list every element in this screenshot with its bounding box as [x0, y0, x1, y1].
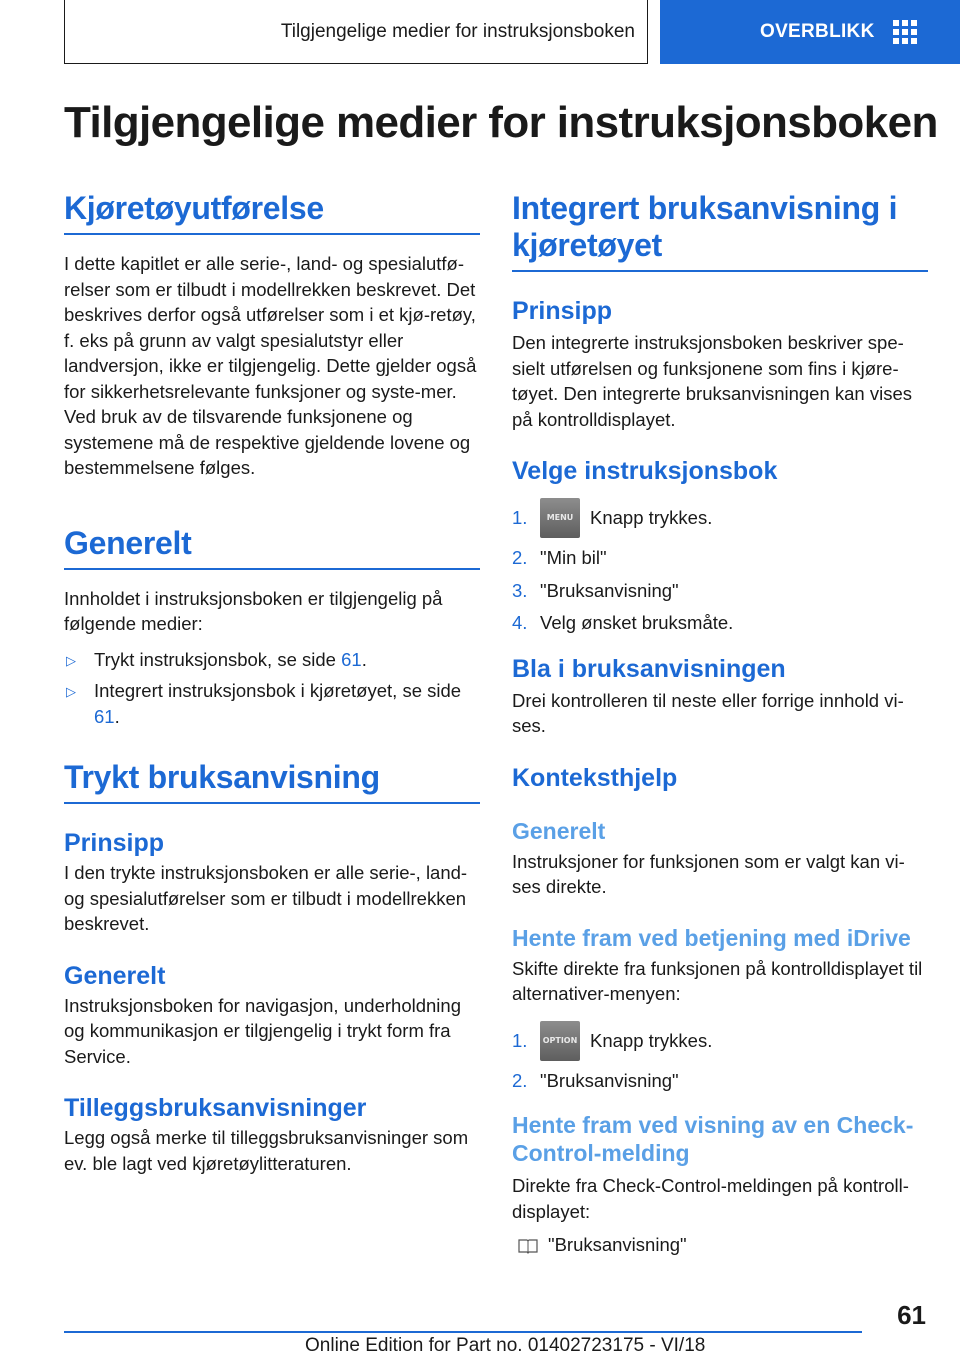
step-text: "Bruksanvisning"	[540, 1069, 679, 1091]
step-number: 1.	[512, 1029, 528, 1051]
vehicle-equipment-text: I dette kapitlet er alle serie-, land- og spesialutfø-relser som er tilbudt i modellrekken beskrevet. Det beskrives derfor også utførelser som i et kjø-retøy, f. eks på grunn av valgt spesialutstyr eller landversjon, ikke er tilgjengelig. Dette gjelder også for sikkerhetsrelevante funksjoner og syste-mer. Ved bruk av de tilsvarende funksjonene og systemene må de respektive gjeldende lovene og bestemmelsene følges.	[64, 253, 477, 478]
step-number: 1.	[512, 507, 528, 529]
header-section-title-text: Tilgjengelige medier for instruksjonsboken	[280, 20, 635, 42]
step-item	[512, 1068, 928, 1094]
step-text: Knapp trykkes.	[590, 1029, 713, 1051]
check-control-text: Direkte fra Check-Control-meldingen på kontroll-displayet:	[512, 1175, 909, 1222]
heading-printed-manual: Trykt bruksanvisning	[64, 759, 480, 804]
step-item	[512, 498, 928, 538]
heading-integrated-manual: Integrert bruksanvisning i kjøretøyet	[512, 190, 928, 272]
printed-principle-text: I den trykte instruksjonsboken er alle serie-, land- og spesialutførelser som er tilbudt i modellrekken beskrevet.	[64, 862, 468, 934]
list-item-text: Integrert instruksjonsbok i kjøretøyet, se side	[94, 680, 462, 701]
step-text: Knapp trykkes.	[590, 507, 713, 529]
browse-text: Drei kontrolleren til neste eller forrige innhold vi-ses.	[512, 689, 904, 736]
step-number: 2.	[512, 547, 528, 568]
step-item	[512, 610, 928, 636]
check-control-item	[512, 1232, 928, 1258]
printed-general-text: Instruksjonsboken for navigasjon, underholdning og kommunikasjon er tilgjengelig i trykt form fra Service.	[64, 994, 461, 1067]
grid-icon	[893, 20, 917, 44]
idrive-steps	[512, 1021, 928, 1094]
left-column	[64, 190, 480, 1176]
heading-principle-integrated: Prinsipp	[512, 297, 613, 325]
heading-context-general: Generelt	[512, 817, 606, 844]
footer-divider	[64, 1331, 862, 1333]
heading-select-manual: Velge instruksjonsbok	[512, 457, 778, 485]
heading-principle: Prinsipp	[64, 829, 165, 857]
list-item-end: .	[361, 648, 367, 670]
list-item	[64, 647, 480, 673]
triangle-bullet-icon: ▷	[66, 652, 76, 668]
heading-vehicle-equipment: Kjøretøyutførelse	[64, 190, 480, 235]
triangle-bullet-icon: ▷	[66, 684, 76, 699]
footer-edition: Online Edition for Part no. 01402723175 - VI/18	[305, 1335, 706, 1356]
step-item	[512, 545, 928, 571]
media-list	[64, 647, 480, 730]
idrive-text: Skifte direkte fra funksjonen på kontrolldisplayet til alternativer-menyen:	[512, 957, 923, 1004]
general-text: Innholdet i instruksjonsboken er tilgjengelig på følgende medier:	[64, 587, 443, 634]
overview-label: OVERBLIKK	[760, 21, 875, 42]
list-item	[64, 678, 480, 729]
heading-context-help: Konteksthjelp	[512, 763, 678, 792]
right-column	[512, 190, 928, 1258]
heading-general: Generelt	[64, 525, 480, 570]
check-control-item-text: "Bruksanvisning"	[548, 1234, 687, 1255]
step-number: 4.	[512, 612, 528, 633]
page-link[interactable]: 61	[94, 705, 115, 727]
page-link[interactable]: 61	[341, 648, 362, 670]
heading-printed-general: Generelt	[64, 961, 166, 990]
heading-supplements: Tilleggsbruksanvisninger	[64, 1094, 367, 1122]
list-item-text: Trykt instruksjonsbok, se side	[94, 648, 342, 670]
menu-button-icon: MENU	[540, 498, 580, 538]
heading-idrive: Hente fram ved betjening med iDrive	[512, 924, 911, 951]
step-text: Velg ønsket bruksmåte.	[540, 612, 734, 633]
step-item	[512, 1021, 928, 1061]
page-title: Tilgjengelige medier for instruksjonsboken	[64, 98, 938, 147]
select-steps	[512, 498, 928, 636]
supplements-text: Legg også merke til tilleggsbruksanvisninger som ev. ble lagt ved kjøretøylitteraturen.	[64, 1127, 469, 1174]
step-number: 3.	[512, 579, 528, 601]
list-item-end: .	[114, 705, 120, 727]
step-number: 2.	[512, 1069, 528, 1091]
option-button-icon: OPTION	[540, 1021, 580, 1061]
heading-browse: Bla i bruksanvisningen	[512, 654, 786, 683]
step-item	[512, 578, 928, 604]
step-text: "Bruksanvisning"	[540, 579, 679, 601]
integrated-principle-text: Den integrerte instruksjonsboken beskriver spe-sielt utførelsen og funksjonene som fins i kjøre-tøyet. Den integrerte bruksanvisningen kan vises på kontrolldisplayet.	[512, 332, 913, 430]
book-icon	[518, 1238, 538, 1254]
page-number: 61	[897, 1300, 926, 1330]
step-text: "Min bil"	[540, 547, 607, 568]
header-section-title	[64, 0, 648, 64]
context-general-text: Instruksjoner for funksjonen som er valgt kan vi-ses direkte.	[512, 850, 905, 897]
heading-check-control: Hente fram ved visning av en Check-Control-melding	[512, 1112, 914, 1166]
overview-button[interactable]	[660, 0, 960, 64]
